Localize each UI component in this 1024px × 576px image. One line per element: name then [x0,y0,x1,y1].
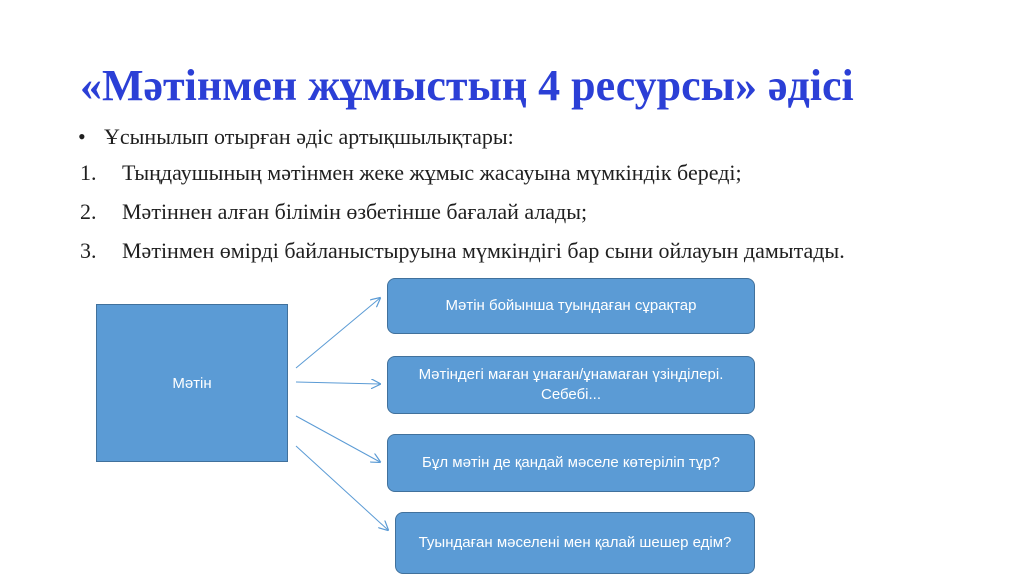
bullet-mark: • [78,124,86,149]
list-item-text: Мәтіннен алған білімін өзбетінше бағалай алады; [122,199,588,224]
arrow-to-box-1 [296,298,380,368]
resource-box-questions [387,278,755,334]
list-item-text: Тыңдаушының мәтінмен жеке жұмыс жасауына мүмкіндік береді; [122,160,742,185]
resource-box-issue [387,434,755,492]
center-label: Мәтін [172,374,212,392]
slide-title: «Мәтінмен жұмыстың 4 ресурсы» әдісі [80,61,854,110]
resource-box-solution [395,512,755,574]
list-item-number: 1. [80,160,97,185]
list-item-number: 3. [80,238,97,263]
resource-box-label: Мәтін бойынша туындаған сұрақтар [445,297,697,314]
resource-box-label: Туындаған мәселені мен қалай шешер едім? [418,534,732,551]
list-item-number: 2. [80,199,97,224]
arrow-to-box-2 [296,382,380,384]
resource-box-label: Бұл мәтін де қандай мәселе көтеріліп тұр? [422,454,720,471]
center-text-box [96,304,288,462]
bullet-intro-text: Ұсынылып отырған әдіс артықшылықтары: [104,124,514,149]
resource-box-liked-disliked [387,356,755,414]
resource-box-label: Мәтіндегі маған ұнаған/ұнамаған үзінділері. Себебі... [418,366,724,403]
arrow-to-box-3 [296,416,380,462]
list-item-text: Мәтінмен өмірді байланыстыруына мүмкіндігі бар сыни ойлауын дамытады. [122,238,845,263]
